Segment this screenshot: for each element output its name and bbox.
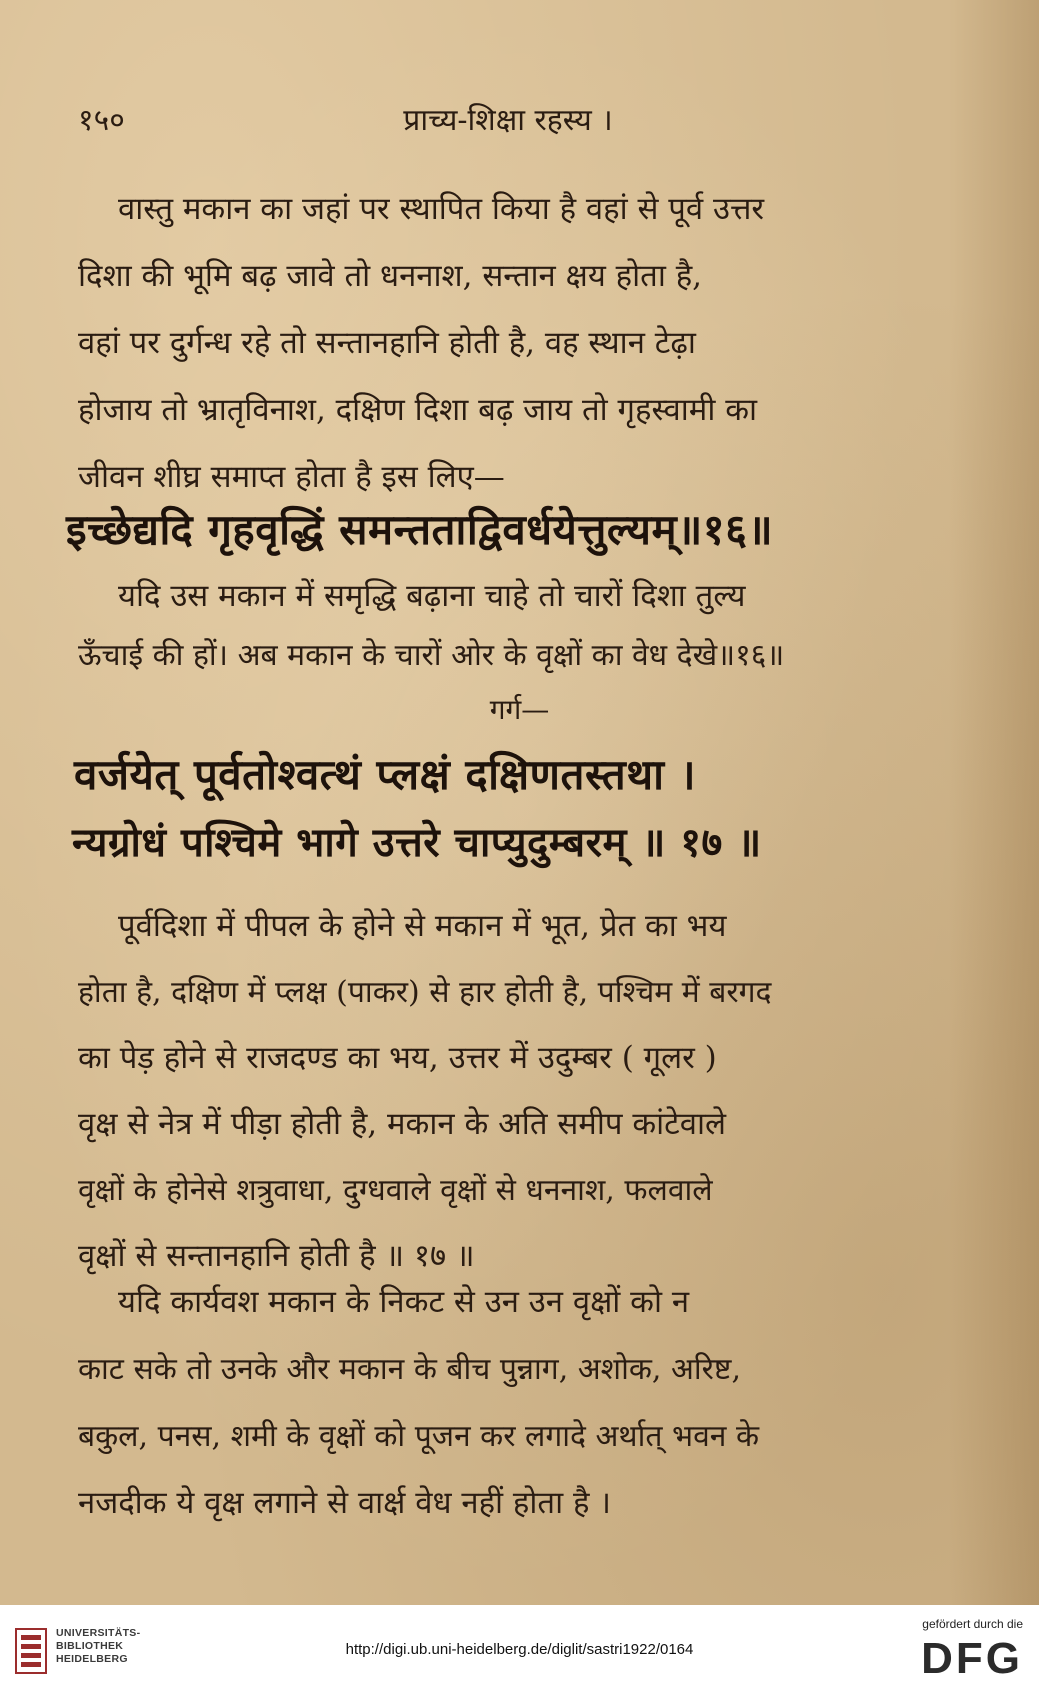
page-number: १५० <box>78 103 125 138</box>
text-line: का पेड़ होने से राजदण्ड का भय, उत्तर में उदुम्बर ( गूलर ) <box>78 1040 717 1076</box>
verse-17-line-1: वर्जयेत् पूर्वतोश्वत्थं प्लक्षं दक्षिणतस्तथा । <box>74 750 696 799</box>
verse-17-line-2: न्यग्रोधं पश्चिमे भागे उत्तरे चाप्युदुम्बरम् ॥ १७ ॥ <box>72 819 762 866</box>
text-line: होजाय तो भ्रातृविनाश, दक्षिण दिशा बढ़ जाय तो गृहस्वामी का <box>78 392 758 428</box>
text-line: पूर्वदिशा में पीपल के होने से मकान में भूत, प्रेत का भय <box>118 908 727 944</box>
text-line: नजदीक ये वृक्ष लगाने से वार्क्ष वेध नहीं होता है । <box>78 1485 612 1521</box>
dfg-logo: DFG <box>921 1634 1023 1683</box>
funding-label: gefördert durch die <box>922 1617 1023 1631</box>
text-line: वास्तु मकान का जहां पर स्थापित किया है वहां से पूर्व उत्तर <box>118 191 765 227</box>
text-line: यदि कार्यवश मकान के निकट से उन उन वृक्षों को न <box>118 1284 690 1320</box>
library-name-line: UNIVERSITÄTS- <box>56 1627 141 1639</box>
text-line: दिशा की भूमि बढ़ जावे तो धननाश, सन्तान क्षय होता है, <box>78 258 703 294</box>
text-line: काट सके तो उनके और मकान के बीच पुन्नाग, अशोक, अरिष्ट, <box>78 1352 741 1387</box>
text-line: होता है, दक्षिण में प्लक्ष (पाकर) से हार होती है, पश्चिम में बरगद <box>78 975 772 1010</box>
library-name-line: HEIDELBERG <box>56 1653 128 1665</box>
page-header <box>78 98 938 146</box>
text-line: ऊँचाई की हों। अब मकान के चारों ओर के वृक्षों का वेध देखे॥१६॥ <box>78 638 785 673</box>
text-line: बकुल, पनस, शमी के वृक्षों को पूजन कर लगादे अर्थात् भवन के <box>78 1419 759 1454</box>
verse-16: इच्छेद्यदि गृहवृद्धिं समन्तताद्विवर्धयेत्तुल्यम्॥१६॥ <box>66 505 774 554</box>
source-url-link[interactable]: http://digi.ub.uni-heidelberg.de/diglit/sastri1922/0164 <box>345 1641 694 1658</box>
text-line: वृक्ष से नेत्र में पीड़ा होती है, मकान के अति समीप कांटेवाले <box>78 1106 727 1142</box>
text-line: वृक्षों के होनेसे शत्रुवाधा, दुग्धवाले वृक्षों से धननाश, फलवाले <box>78 1173 713 1208</box>
sub-heading-garga: गर्ग— <box>489 693 550 726</box>
text-line: जीवन शीघ्र समाप्त होता है इस लिए— <box>78 459 505 495</box>
running-title: प्राच्य-शिक्षा रहस्य । <box>403 103 613 138</box>
text-line: यदि उस मकान में समृद्धि बढ़ाना चाहे तो चारों दिशा तुल्य <box>118 578 746 614</box>
text-line: वहां पर दुर्गन्ध रहे तो सन्तानहानि होती है, वह स्थान टेढ़ा <box>78 325 696 361</box>
text-line: वृक्षों से सन्तानहानि होती है ॥ १७ ॥ <box>78 1238 475 1274</box>
footer <box>0 1605 1039 1694</box>
library-name-line: BIBLIOTHEK <box>56 1640 124 1652</box>
